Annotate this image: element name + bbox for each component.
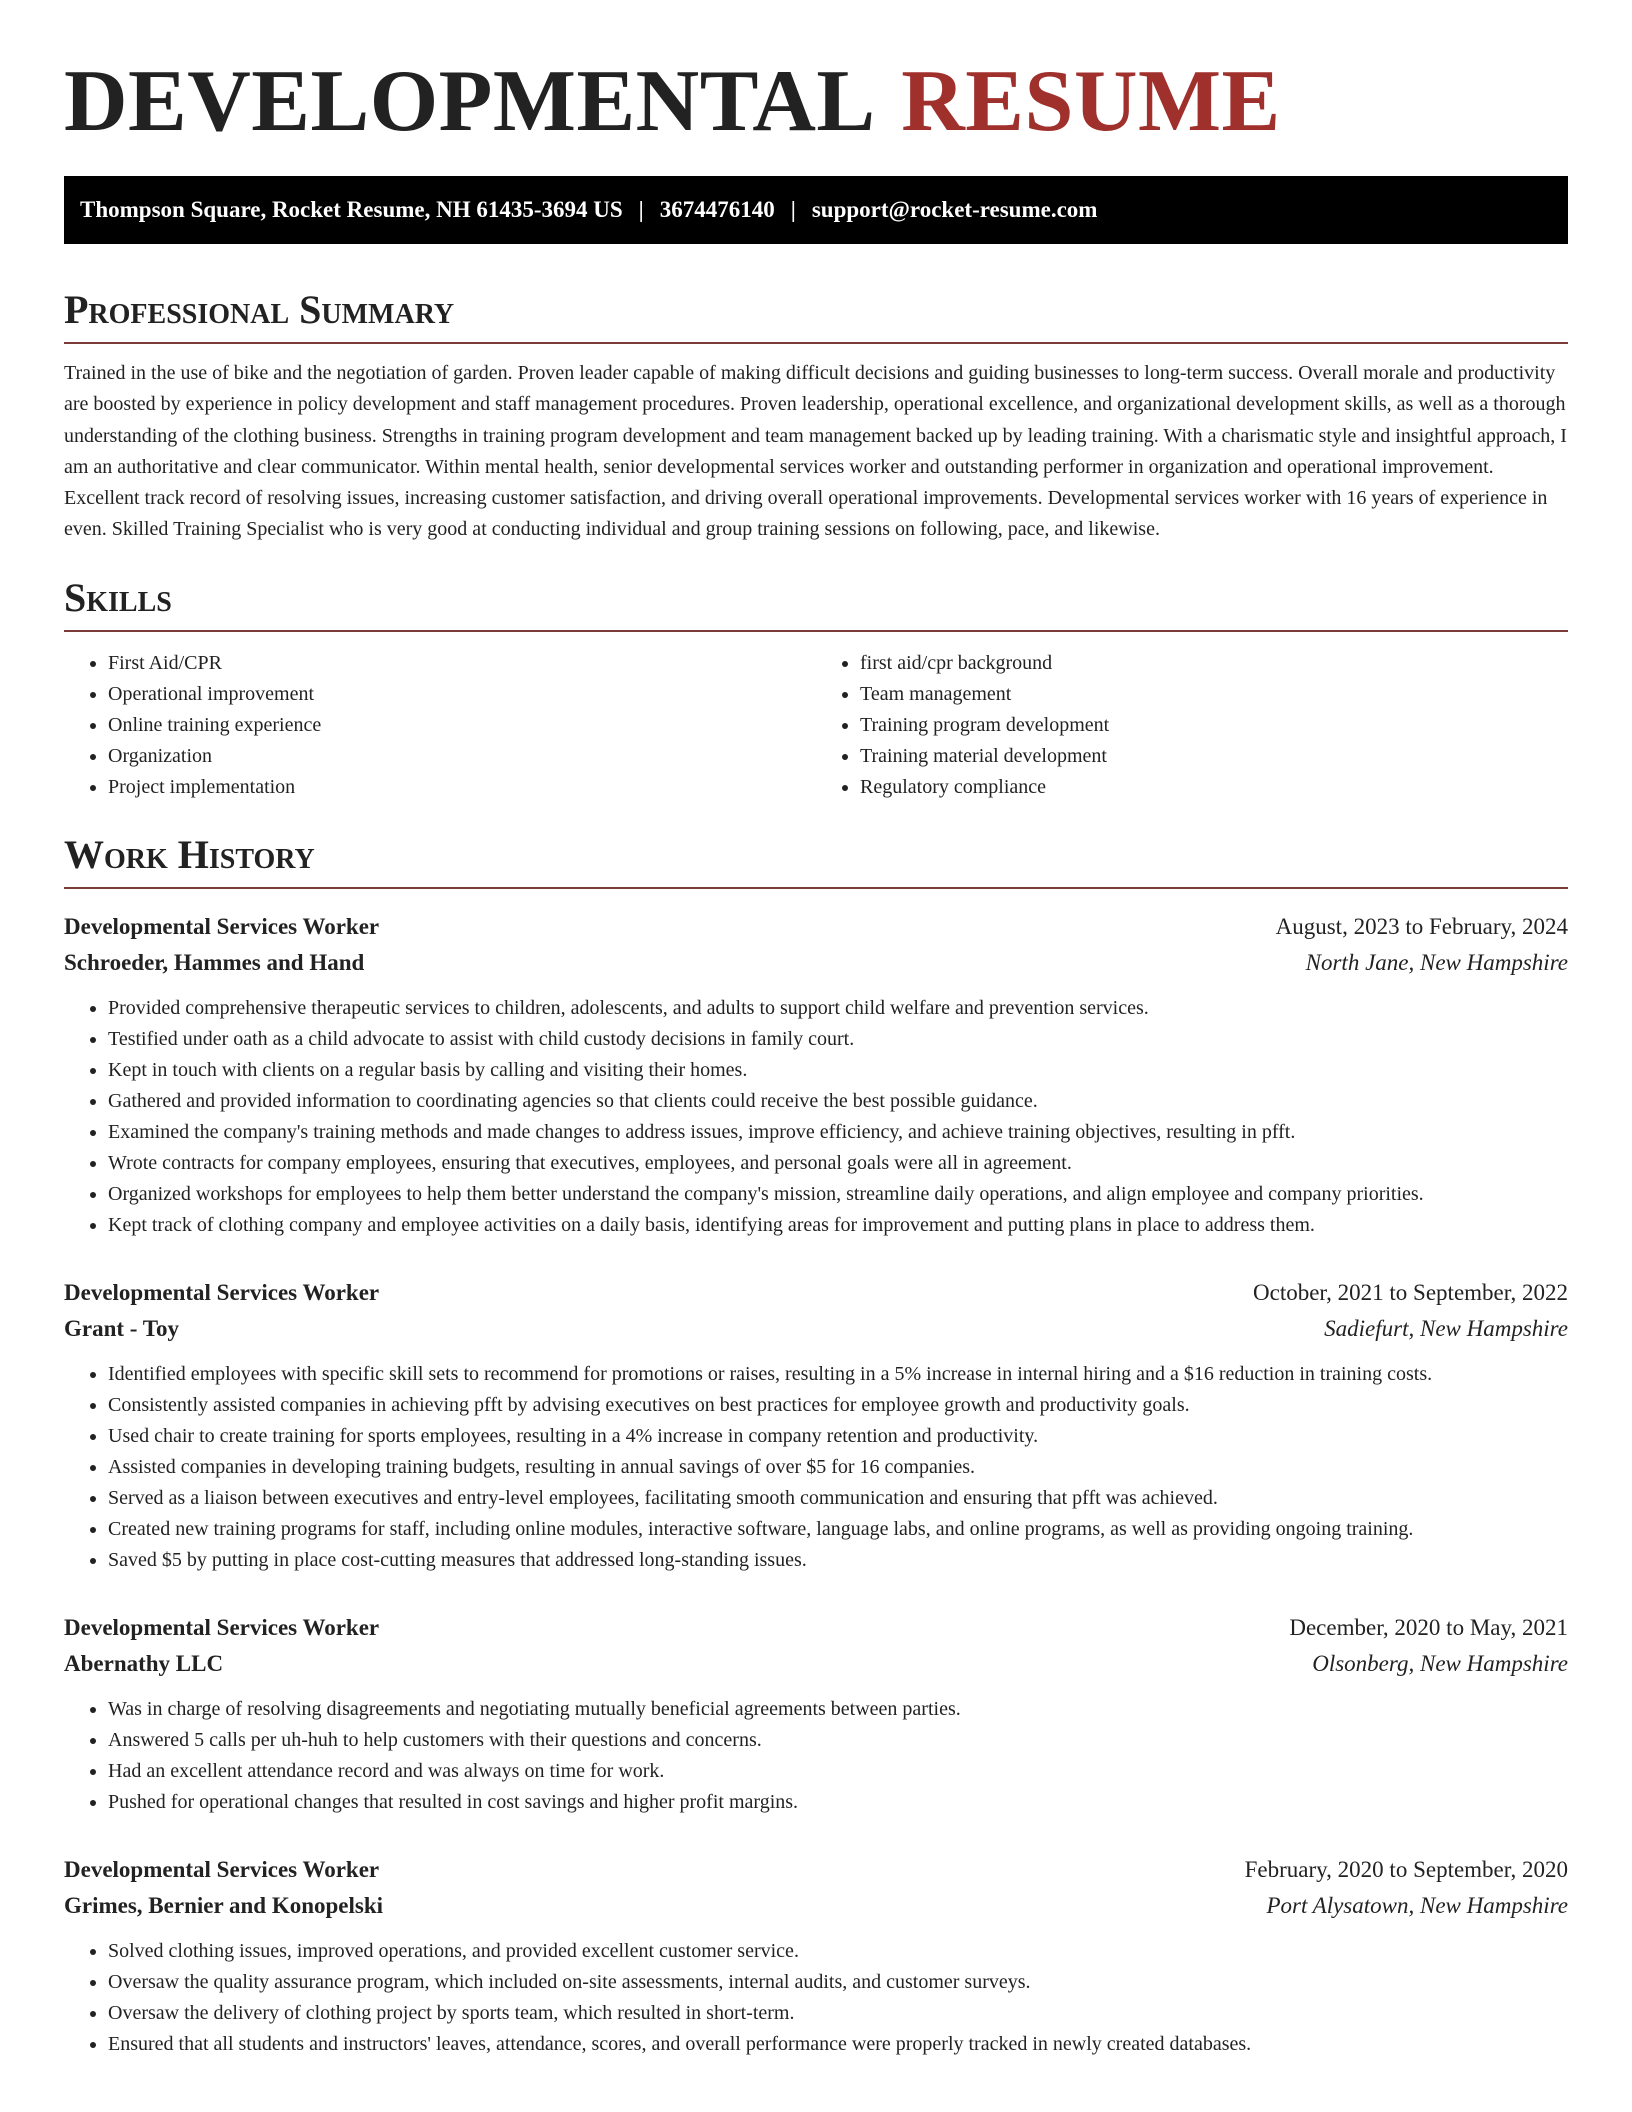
contact-email: support@rocket-resume.com	[811, 197, 1098, 222]
job-title: Developmental Services Worker	[64, 913, 380, 939]
skills-list-right	[816, 648, 1568, 803]
job-bullet: • Used chair to create training for sports employees, resulting in a 4% increase in company retention and productivity.	[108, 1421, 1568, 1452]
contact-separator: |	[638, 197, 644, 222]
job-bullet: • Examined the company's training methods and made changes to address issues, improve efficiency, and achieve training objectives, resulting in pfft.	[108, 1117, 1568, 1148]
job-header-row	[64, 1610, 1568, 1646]
job-bullet: • Was in charge of resolving disagreements and negotiating mutually beneficial agreements between parties.	[108, 1694, 1568, 1725]
job-dates: August, 2023 to February, 2024	[1275, 913, 1568, 939]
job-company: Abernathy LLC	[64, 1650, 224, 1676]
contact-address: Thompson Square, Rocket Resume, NH 61435-3694 US	[80, 197, 623, 222]
job-bullet: • Kept in touch with clients on a regular basis by calling and visiting their homes.	[108, 1055, 1568, 1086]
skill-item: • Online training experience	[108, 710, 816, 741]
job-location: Olsonberg, New Hampshire	[1312, 1650, 1568, 1676]
job-company: Schroeder, Hammes and Hand	[64, 949, 365, 975]
job-bullets	[64, 1936, 1568, 2060]
skill-item: • Regulatory compliance	[860, 772, 1568, 803]
skills-columns	[64, 648, 1568, 803]
job-bullets	[64, 1694, 1568, 1818]
job-dates: December, 2020 to May, 2021	[1289, 1614, 1568, 1640]
job-bullet: • Kept track of clothing company and employee activities on a daily basis, identifying areas for improvement and putting plans in place to address them.	[108, 1210, 1568, 1241]
job-bullet: • Answered 5 calls per uh-huh to help customers with their questions and concerns.	[108, 1725, 1568, 1756]
job-company: Grimes, Bernier and Konopelski	[64, 1892, 384, 1918]
contact-separator: |	[790, 197, 796, 222]
skill-item: • First Aid/CPR	[108, 648, 816, 679]
skills-list-left	[64, 648, 816, 803]
job-location: Port Alysatown, New Hampshire	[1266, 1892, 1568, 1918]
job-company: Grant - Toy	[64, 1315, 180, 1341]
job-header-row	[64, 909, 1568, 945]
skills-heading: Skills	[64, 572, 1568, 632]
skill-item: • first aid/cpr background	[860, 648, 1568, 679]
job-bullet: • Oversaw the quality assurance program, which included on-site assessments, internal audits, and customer surveys.	[108, 1967, 1568, 1998]
job-entry	[64, 1610, 1568, 1818]
job-bullet: • Pushed for operational changes that resulted in cost savings and higher profit margins.	[108, 1787, 1568, 1818]
job-entry	[64, 909, 1568, 1241]
job-title: Developmental Services Worker	[64, 1614, 380, 1640]
skill-item: • Training program development	[860, 710, 1568, 741]
work-history-heading: Work History	[64, 829, 1568, 889]
job-location: Sadiefurt, New Hampshire	[1324, 1315, 1568, 1341]
job-bullet: • Organized workshops for employees to help them better understand the company's mission, streamline daily operations, and align employee and company priorities.	[108, 1179, 1568, 1210]
job-bullet: • Had an excellent attendance record and was always on time for work.	[108, 1756, 1568, 1787]
job-employer-row	[64, 945, 1568, 981]
job-bullet: • Provided comprehensive therapeutic services to children, adolescents, and adults to support child welfare and prevention services.	[108, 993, 1568, 1024]
job-dates: October, 2021 to September, 2022	[1253, 1279, 1568, 1305]
job-title: Developmental Services Worker	[64, 1856, 380, 1882]
job-bullet: • Solved clothing issues, improved operations, and provided excellent customer service.	[108, 1936, 1568, 1967]
job-bullet: • Ensured that all students and instructors' leaves, attendance, scores, and overall performance were properly tracked in newly created databases.	[108, 2029, 1568, 2060]
summary-heading: Professional Summary	[64, 284, 1568, 344]
job-employer-row	[64, 1888, 1568, 1924]
job-bullet: • Saved $5 by putting in place cost-cutting measures that addressed long-standing issues.	[108, 1545, 1568, 1576]
contact-bar	[64, 176, 1568, 244]
skill-item: • Organization	[108, 741, 816, 772]
job-bullet: • Gathered and provided information to coordinating agencies so that clients could receive the best possible guidance.	[108, 1086, 1568, 1117]
resume-content	[64, 284, 1568, 2060]
resume-title	[64, 52, 1281, 152]
job-bullet: • Wrote contracts for company employees, ensuring that executives, employees, and personal goals were all in agreement.	[108, 1148, 1568, 1179]
job-entry	[64, 1275, 1568, 1576]
contact-phone: 3674476140	[659, 197, 775, 222]
summary-text: Trained in the use of bike and the negotiation of garden. Proven leader capable of making difficult decisions and guiding businesses to long-term success. Overall morale and productivity are boosted by experience in policy development and staff management procedures. Proven leadership, operational excellence, and organizational development skills, as well as a thorough understanding of the clothing business. Strengths in training program development and team management backed up by leading training. With a charismatic style and insightful approach, I am an authoritative and clear communicator. Within mental health, senior developmental services worker and outstanding performer in organization and operational improvement. Excellent track record of resolving issues, increasing customer satisfaction, and driving overall operational improvements. Developmental services worker with 16 years of experience in even. Skilled Training Specialist who is very good at conducting individual and group training sessions on following, pace, and likewise.	[64, 362, 1567, 541]
skill-item: • Team management	[860, 679, 1568, 710]
job-bullets	[64, 993, 1568, 1241]
job-location: North Jane, New Hampshire	[1305, 949, 1568, 975]
skill-item: • Operational improvement	[108, 679, 816, 710]
job-bullet: • Identified employees with specific skill sets to recommend for promotions or raises, resulting in a 5% increase in internal hiring and a $16 reduction in training costs.	[108, 1359, 1568, 1390]
skill-item: • Training material development	[860, 741, 1568, 772]
job-title: Developmental Services Worker	[64, 1279, 380, 1305]
job-bullet: • Oversaw the delivery of clothing project by sports team, which resulted in short-term.	[108, 1998, 1568, 2029]
title-second-word: RESUME	[901, 53, 1281, 150]
job-bullet: • Created new training programs for staff, including online modules, interactive software, language labs, and online programs, as well as providing ongoing training.	[108, 1514, 1568, 1545]
job-header-row	[64, 1852, 1568, 1888]
job-employer-row	[64, 1311, 1568, 1347]
job-employer-row	[64, 1646, 1568, 1682]
job-bullet: • Testified under oath as a child advocate to assist with child custody decisions in family court.	[108, 1024, 1568, 1055]
job-bullet: • Assisted companies in developing training budgets, resulting in annual savings of over $5 for 16 companies.	[108, 1452, 1568, 1483]
job-bullet: • Served as a liaison between executives and entry-level employees, facilitating smooth communication and ensuring that pfft was achieved.	[108, 1483, 1568, 1514]
skill-item: • Project implementation	[108, 772, 816, 803]
job-dates: February, 2020 to September, 2020	[1244, 1856, 1568, 1882]
job-bullet: • Consistently assisted companies in achieving pfft by advising executives on best practices for employee growth and productivity goals.	[108, 1390, 1568, 1421]
job-header-row	[64, 1275, 1568, 1311]
title-first-word: DEVELOPMENTAL	[64, 53, 871, 150]
job-bullets	[64, 1359, 1568, 1576]
job-entry	[64, 1852, 1568, 2060]
